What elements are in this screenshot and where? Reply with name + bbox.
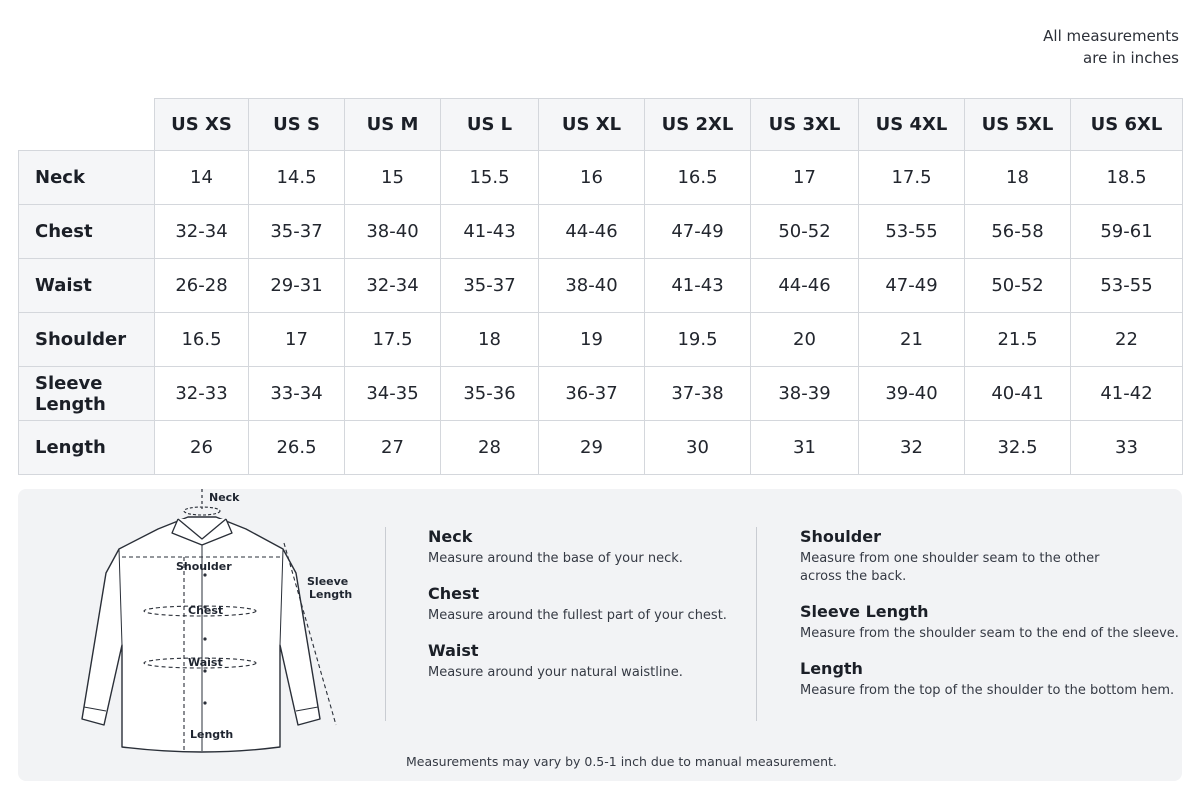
- table-cell: 50-52: [965, 259, 1071, 313]
- diagram-label-sleeve-2: Length: [309, 588, 353, 601]
- row-label: Neck: [19, 151, 155, 205]
- guide-title: Shoulder: [800, 527, 881, 546]
- table-cell: 15.5: [441, 151, 539, 205]
- guide-desc: Measure from the shoulder seam to the end of the sleeve.: [800, 626, 1179, 641]
- guide-desc: Measure around your natural waistline.: [428, 665, 683, 680]
- size-header: US XL: [539, 99, 645, 151]
- table-cell: 44-46: [539, 205, 645, 259]
- table-cell: 32-34: [155, 205, 249, 259]
- table-cell: 41-43: [441, 205, 539, 259]
- table-cell: 40-41: [965, 367, 1071, 421]
- table-cell: 32-34: [345, 259, 441, 313]
- table-cell: 31: [751, 421, 859, 475]
- table-cell: 47-49: [859, 259, 965, 313]
- table-cell: 28: [441, 421, 539, 475]
- table-cell: 47-49: [645, 205, 751, 259]
- table-cell: 56-58: [965, 205, 1071, 259]
- guide-item-waist: [428, 641, 727, 682]
- guide-desc: Measure around the fullest part of your chest.: [428, 608, 727, 623]
- size-header-row: [19, 99, 1183, 151]
- measurement-disclaimer: Measurements may vary by 0.5-1 inch due to manual measurement.: [406, 754, 837, 769]
- row-label: Chest: [19, 205, 155, 259]
- table-cell: 59-61: [1071, 205, 1183, 259]
- guide-item-neck: [428, 527, 727, 568]
- guide-column-right: [800, 527, 1179, 716]
- guide-title: Chest: [428, 584, 480, 603]
- table-row-waist: [19, 259, 1183, 313]
- diagram-label-chest: Chest: [188, 604, 224, 617]
- guide-title: Waist: [428, 641, 479, 660]
- table-cell: 33: [1071, 421, 1183, 475]
- guide-desc: Measure from the top of the shoulder to the bottom hem.: [800, 683, 1175, 698]
- table-cell: 26.5: [249, 421, 345, 475]
- table-row-length: [19, 421, 1183, 475]
- size-header: US 4XL: [859, 99, 965, 151]
- table-cell: 29-31: [249, 259, 345, 313]
- table-cell: 34-35: [345, 367, 441, 421]
- table-corner: [19, 99, 155, 151]
- table-cell: 53-55: [1071, 259, 1183, 313]
- guide-item-shoulder: [800, 527, 1179, 586]
- table-cell: 53-55: [859, 205, 965, 259]
- size-header: US S: [249, 99, 345, 151]
- table-cell: 20: [751, 313, 859, 367]
- size-header: US 5XL: [965, 99, 1071, 151]
- diagram-label-shoulder: Shoulder: [176, 560, 232, 573]
- guide-title: Neck: [428, 527, 473, 546]
- units-note-line2: are in inches: [1083, 49, 1179, 67]
- table-cell: 15: [345, 151, 441, 205]
- table-cell: 32.5: [965, 421, 1071, 475]
- shirt-outline: [82, 517, 320, 752]
- table-cell: 30: [645, 421, 751, 475]
- table-cell: 17: [751, 151, 859, 205]
- table-cell: 26: [155, 421, 249, 475]
- table-cell: 26-28: [155, 259, 249, 313]
- table-cell: 41-42: [1071, 367, 1183, 421]
- row-label: Length: [19, 421, 155, 475]
- row-label: Shoulder: [19, 313, 155, 367]
- guide-title: Length: [800, 659, 863, 678]
- table-cell: 16: [539, 151, 645, 205]
- table-cell: 35-37: [249, 205, 345, 259]
- table-cell: 19.5: [645, 313, 751, 367]
- guide-desc: Measure around the base of your neck.: [428, 551, 683, 566]
- row-label: Sleeve Length: [19, 367, 155, 421]
- table-cell: 33-34: [249, 367, 345, 421]
- guide-title: Sleeve Length: [800, 602, 929, 621]
- table-cell: 22: [1071, 313, 1183, 367]
- units-note-line1: All measurements: [1043, 27, 1179, 45]
- size-header: US XS: [155, 99, 249, 151]
- table-row-neck: [19, 151, 1183, 205]
- diagram-label-neck: Neck: [209, 491, 240, 504]
- size-chart-table: [18, 98, 1183, 475]
- table-cell: 35-37: [441, 259, 539, 313]
- table-cell: 35-36: [441, 367, 539, 421]
- diagram-label-length: Length: [190, 728, 234, 741]
- table-cell: 29: [539, 421, 645, 475]
- table-cell: 38-39: [751, 367, 859, 421]
- size-header: US M: [345, 99, 441, 151]
- guide-item-chest: [428, 584, 727, 625]
- table-cell: 17.5: [345, 313, 441, 367]
- shirt-measurement-diagram: [48, 489, 368, 779]
- table-cell: 18: [441, 313, 539, 367]
- table-cell: 19: [539, 313, 645, 367]
- size-header: US L: [441, 99, 539, 151]
- table-cell: 18.5: [1071, 151, 1183, 205]
- table-cell: 16.5: [645, 151, 751, 205]
- diagram-label-waist: Waist: [188, 656, 223, 669]
- size-header: US 6XL: [1071, 99, 1183, 151]
- table-cell: 14.5: [249, 151, 345, 205]
- table-cell: 39-40: [859, 367, 965, 421]
- table-cell: 18: [965, 151, 1071, 205]
- guide-divider-right: [756, 527, 757, 721]
- guide-desc-line: Measure from one shoulder seam to the other: [800, 551, 1100, 566]
- table-cell: 50-52: [751, 205, 859, 259]
- guide-desc-line: across the back.: [800, 569, 907, 584]
- table-cell: 36-37: [539, 367, 645, 421]
- guide-item-length: [800, 659, 1179, 700]
- units-note: [1043, 25, 1179, 69]
- table-cell: 38-40: [345, 205, 441, 259]
- size-header: US 2XL: [645, 99, 751, 151]
- table-cell: 41-43: [645, 259, 751, 313]
- guide-divider-left: [385, 527, 386, 721]
- table-cell: 32-33: [155, 367, 249, 421]
- table-cell: 17.5: [859, 151, 965, 205]
- measurement-guide-panel: [18, 489, 1182, 781]
- guide-item-sleeve-length: [800, 602, 1179, 643]
- table-cell: 21: [859, 313, 965, 367]
- table-row-sleeve-length: [19, 367, 1183, 421]
- table-cell: 44-46: [751, 259, 859, 313]
- table-cell: 21.5: [965, 313, 1071, 367]
- guide-desc: [800, 550, 1179, 586]
- table-cell: 16.5: [155, 313, 249, 367]
- diagram-label-sleeve-1: Sleeve: [307, 575, 349, 588]
- table-row-shoulder: [19, 313, 1183, 367]
- table-cell: 32: [859, 421, 965, 475]
- row-label: Waist: [19, 259, 155, 313]
- table-cell: 17: [249, 313, 345, 367]
- table-row-chest: [19, 205, 1183, 259]
- table-cell: 14: [155, 151, 249, 205]
- table-cell: 37-38: [645, 367, 751, 421]
- table-cell: 38-40: [539, 259, 645, 313]
- table-cell: 27: [345, 421, 441, 475]
- size-header: US 3XL: [751, 99, 859, 151]
- guide-column-left: [428, 527, 727, 698]
